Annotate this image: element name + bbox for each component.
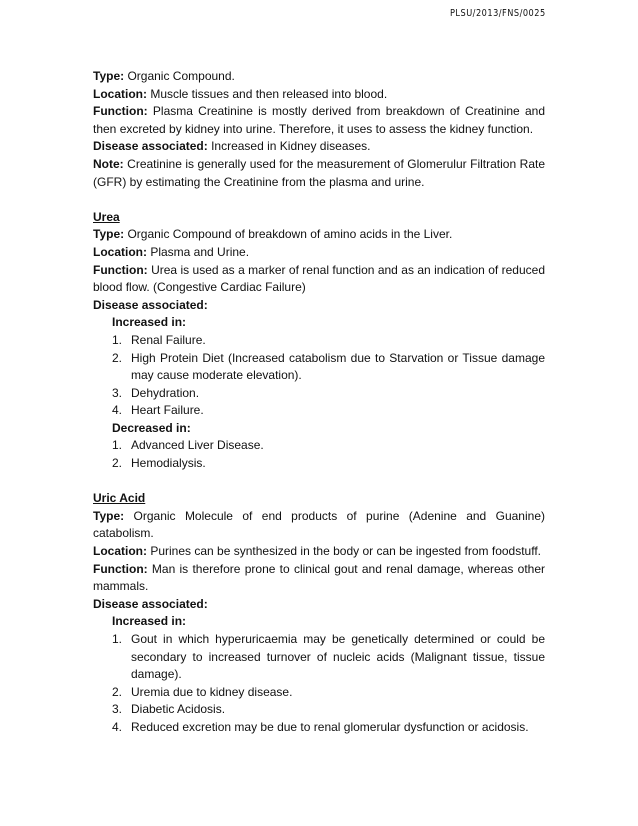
uric-acid-heading: Uric Acid xyxy=(93,491,146,506)
uric-acid-increased-list xyxy=(93,631,545,737)
urea-type: Type: Organic Compound of breakdown of amino acids in the Liver. xyxy=(93,227,453,242)
document-id: PLSU/2013/FNS/0025 xyxy=(450,8,546,19)
uric-acid-type: Type: Organic Molecule of end products of purine (Adenine and Guanine) catabolism. xyxy=(93,508,545,541)
urea-increased-label: Increased in: xyxy=(112,315,187,330)
document-body xyxy=(93,68,545,737)
creatinine-type: Type: Organic Compound. xyxy=(93,69,235,83)
creatinine-location: Location: Muscle tissues and then released into blood. xyxy=(93,86,388,101)
list-item: 2. High Protein Diet (Increased catabolism due to Starvation or Tissue damage may cause moderate elevation). xyxy=(112,350,545,383)
urea-location: Location: Plasma and Urine. xyxy=(93,244,250,259)
uric-acid-function: Function: Man is therefore prone to clinical gout and renal damage, whereas other mammals. xyxy=(93,561,545,594)
creatinine-disease: Disease associated: Increased in Kidney diseases. xyxy=(93,139,371,154)
urea-decreased-label: Decreased in: xyxy=(112,420,191,435)
urea-heading: Urea xyxy=(93,209,120,224)
urea-disease-label: Disease associated: xyxy=(93,297,208,312)
urea-decreased-list xyxy=(93,437,545,472)
list-item: 3. Dehydration. xyxy=(112,385,200,400)
uric-acid-disease-label: Disease associated: xyxy=(93,596,208,611)
creatinine-function: Function: Plasma Creatinine is mostly derived from breakdown of Creatinine and then excreted by kidney into urine. Therefore, it uses to assess the kidney function. xyxy=(93,104,545,136)
list-item: 2. Hemodialysis. xyxy=(112,456,206,471)
creatinine-note: Note: Creatinine is generally used for the measurement of Glomerulur Filtration Rate (GFR) by estimating the Creatinine from the plasma and urine. xyxy=(93,156,545,189)
list-item: 4. Reduced excretion may be due to renal glomerular dysfunction or acidosis. xyxy=(112,719,529,734)
list-item: 4. Heart Failure. xyxy=(112,403,204,418)
uric-acid-increased-label: Increased in: xyxy=(112,614,187,629)
list-item: 3. Diabetic Acidosis. xyxy=(112,702,226,717)
urea-increased-list xyxy=(93,332,545,420)
list-item: 2. Uremia due to kidney disease. xyxy=(112,684,293,699)
list-item: 1. Gout in which hyperuricaemia may be genetically determined or could be secondary to increased turnover of nucleic acids (Malignant tissue, tissue damage). xyxy=(112,632,545,682)
list-item: 1. Renal Failure. xyxy=(112,332,206,347)
list-item: 1. Advanced Liver Disease. xyxy=(112,438,264,453)
uric-acid-location: Location: Purines can be synthesized in the body or can be ingested from foodstuff. xyxy=(93,544,542,559)
urea-function: Function: Urea is used as a marker of renal function and as an indication of reduced blood flow. (Congestive Cardiac Failure) xyxy=(93,262,545,295)
